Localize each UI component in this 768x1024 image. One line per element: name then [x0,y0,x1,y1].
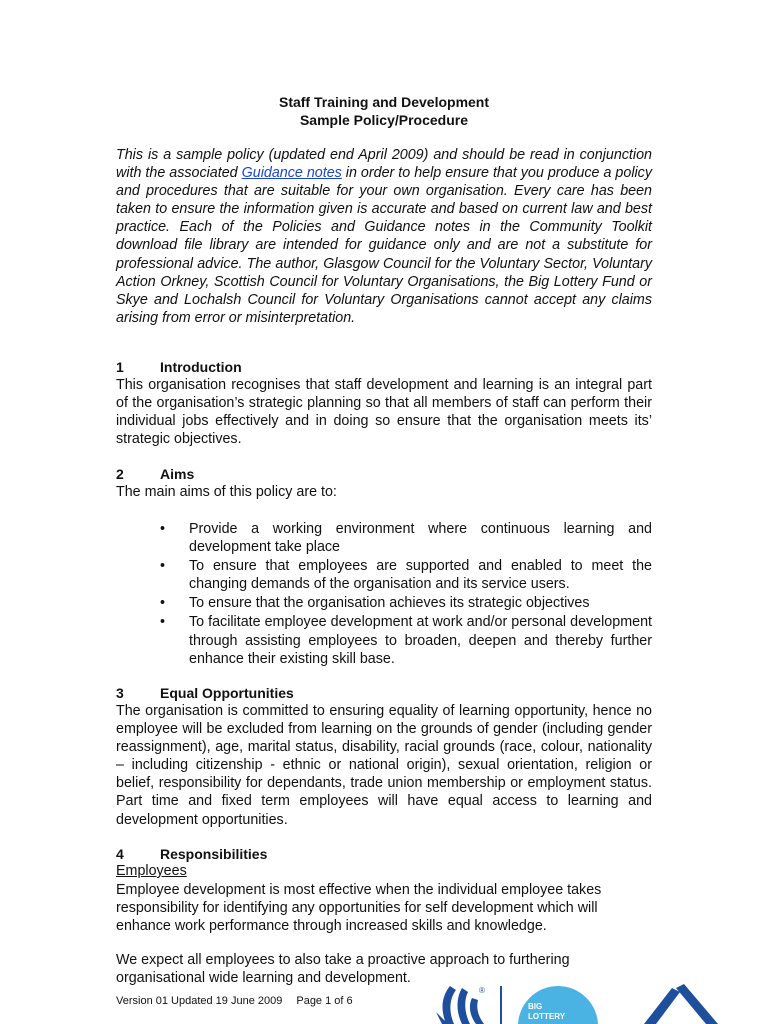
bullet-icon: • [160,558,166,575]
document-title: Staff Training and Development [278,94,490,110]
section-number: 3 [116,685,124,701]
list-item-text: Provide a working environment where continuous learning and development take place [189,521,652,556]
section-title: Aims [160,466,195,482]
section-number: 4 [116,846,124,862]
footer-page-number: Page 1 of 6 [296,995,353,1007]
list-item-text: To facilitate employee development at work and/or personal development through assisting employees to broaden, deepen and thereby further enhance their existing skill base. [189,614,652,667]
bullet-icon: • [160,595,166,612]
guidance-notes-link[interactable]: Guidance notes [241,165,342,182]
section-heading-responsibilities [116,846,267,862]
intro-disclaimer [116,146,652,327]
responsibilities-paragraph-2: We expect all employees to also take a proactive approach to furthering organisational wide learning and development. [116,952,570,987]
aims-bullet-list [160,520,652,669]
document-subtitle: Sample Policy/Procedure [299,112,469,128]
section-heading-aims [116,466,194,482]
lottery-logo-text-big: BIG [528,1002,543,1011]
list-item [160,520,652,556]
list-item-text: To ensure that the organisation achieves its strategic objectives [189,595,590,612]
introduction-paragraph: This organisation recognises that staff development and learning is an integral part of the organisation’s strategic planning so that all members of staff can perform their individual jobs effectively and in doing so ensure that the organisation meets its’ strategic objectives. [116,377,652,448]
bullet-icon: • [160,614,166,631]
list-item-text: To ensure that employees are supported and enabled to meet the changing demands of the organisation and its service users. [189,558,652,593]
big-lottery-fund-logo-icon [512,980,604,1024]
footer-version: Version 01 Updated 19 June 2009 [116,995,283,1007]
equal-opportunities-paragraph: The organisation is committed to ensuring equality of learning opportunity, hence no employee will be excluded from learning on the grounds of gender (including gender reassignment), age, marital status, disability, racial grounds (race, colour, nationality – including citizenship - ethnic or national origin), sexual orientation, religion or belief, responsibility for dependants, trade union membership or employment status. Part time and fixed term employees will have equal access to learning and development opportunities. [116,703,652,828]
responsibilities-paragraph-1: Employee development is most effective when the individual employee takes responsibility for identifying any opportunities for self development which will enhance work performance through increased skills and knowledge. [116,882,602,935]
intro-text-before-link: This is a sample policy (updated end April 2009) and should be read in conjunction with the associated [116,147,652,182]
section-heading-equal-opportunities [116,685,294,701]
list-item [160,613,652,667]
aims-lead-text: The main aims of this policy are to: [116,484,337,500]
section-number: 2 [116,466,124,482]
section-heading-introduction [116,359,242,375]
intro-text-after-link: in order to help ensure that you produce a policy and procedures that are suitable for your own organisation. Every care has been taken to ensure the information given is accurate and based on current law and best practice. Each of the Policies and Guidance notes in the Community Toolkit download file library are intended for guidance only and are not a substitute for professional advice. The author, Glasgow Council for the Voluntary Sector, Voluntary Action Orkney, Scottish Council for Voluntary Organisations, the Big Lottery Fund or Skye and Lochalsh Council for Voluntary Organisations cannot accept any claims arising from error or misinterpretation. [116,165,652,326]
section-title: Introduction [160,359,242,375]
section-number: 1 [116,359,124,375]
list-item [160,557,652,593]
section-title: Responsibilities [160,846,268,862]
list-item [160,594,652,612]
logo-divider [500,986,502,1024]
scvo-logo-icon [636,980,736,1024]
page-footer [116,995,353,1007]
section-title: Equal Opportunities [160,685,294,701]
registered-mark: ® [479,986,485,995]
bullet-icon: • [160,521,166,537]
employees-subheading: Employees [116,863,187,879]
gcvs-swirl-logo-icon [432,982,490,1024]
lottery-logo-text-lottery: LOTTERY [528,1012,566,1021]
